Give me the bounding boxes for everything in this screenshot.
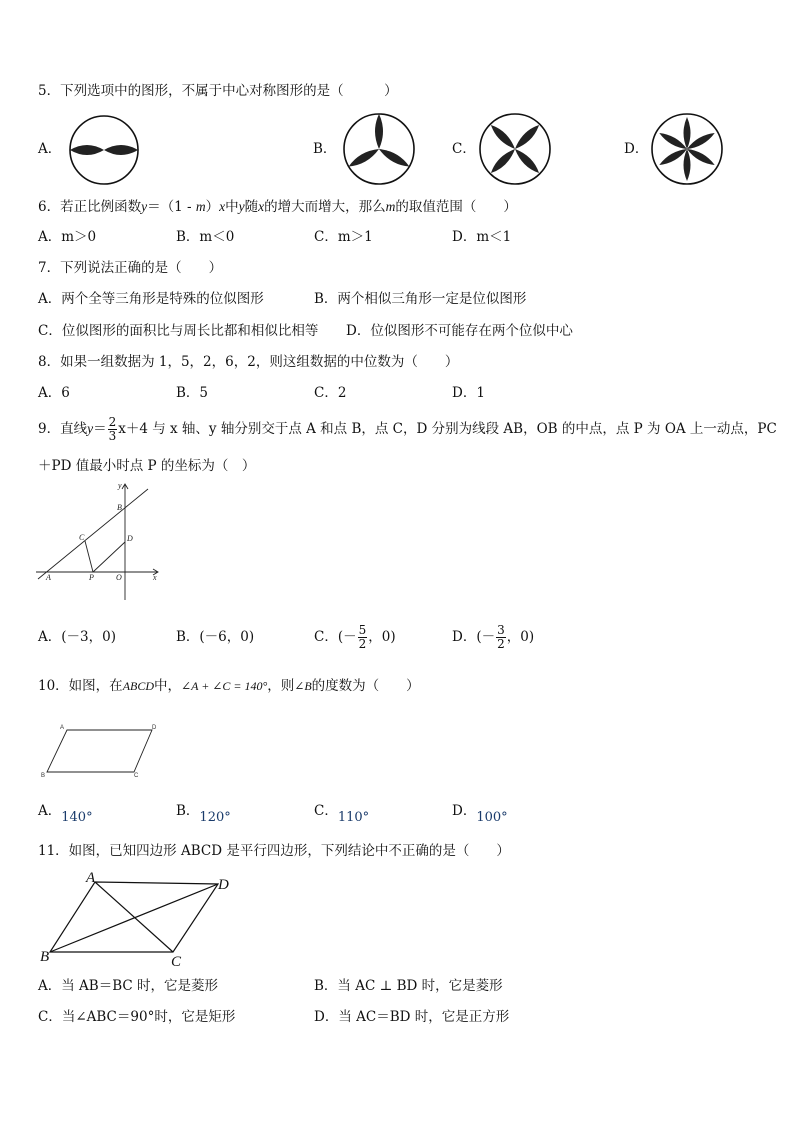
six-petal-circle-figure <box>650 112 724 186</box>
q6-var-y: y <box>141 199 148 214</box>
q7-option-d: D．位似图形不可能存在两个位似中心 <box>346 323 573 339</box>
q9-opt-c-num: 5 <box>358 623 367 638</box>
q5-option-b-label: B． <box>313 141 337 157</box>
q9-frac-den: 3 <box>108 429 117 443</box>
q10-option-c <box>314 803 370 825</box>
q11-stem: 11．如图，已知四边形 ABCD 是平行四边形，下列结论中不正确的是（ ） <box>38 843 510 859</box>
q9-opt-d-pre: D．(－ <box>452 629 496 645</box>
q5-stem: 5．下列选项中的图形，不属于中心对称图形的是（ ） <box>38 83 398 99</box>
q6-option-b: B．m＜0 <box>176 229 235 245</box>
q6-option-c: C．m＞1 <box>314 229 373 245</box>
q7-option-a: A．两个全等三角形是特殊的位似图形 <box>38 291 264 307</box>
q6-eq: ＝（1 - <box>147 199 196 215</box>
q9-label-o: O <box>116 573 122 582</box>
q9-label-a: A <box>46 573 51 582</box>
q5-option-a-label: A． <box>38 141 62 157</box>
q10-label-c: C <box>134 773 139 779</box>
q10-opt-c-value: 110° <box>337 810 370 825</box>
q9-option-c <box>314 619 396 655</box>
q8-option-d: D．1 <box>452 385 485 401</box>
q9-stem-line1 <box>38 414 777 444</box>
q9-pre: 9．直线 <box>38 421 88 437</box>
q6-mid: 中 <box>225 199 239 215</box>
q10-opt-b-value: 120° <box>199 810 231 825</box>
q6-stem-pre: 6．若正比例函数 <box>38 199 142 215</box>
q10-opt-c-letter: C． <box>314 803 338 819</box>
q10-label-b: B <box>41 773 46 779</box>
q9-option-b: B．(－6，0) <box>176 629 255 645</box>
q6-var-x: x <box>219 199 226 214</box>
four-petal-circle-figure <box>478 112 552 186</box>
q6-paren: ） <box>205 199 220 215</box>
q5-option-d-label: D． <box>624 141 649 157</box>
q9-option-d <box>452 619 534 655</box>
q9-coordinate-figure <box>36 480 166 604</box>
q9-opt-d-den: 2 <box>497 637 505 651</box>
q10-mid: 中， <box>154 678 182 694</box>
q5-option-c-label: C． <box>452 141 476 157</box>
q9-frac-num: 2 <box>108 415 117 430</box>
q11-label-d: D <box>218 877 229 893</box>
q11-option-c: C．当∠ABC＝90°时，它是矩形 <box>38 1009 236 1025</box>
q9-label-y: y <box>118 481 122 490</box>
q10-option-a <box>38 803 93 825</box>
q6-tail: 的取值范围（ ） <box>395 199 517 215</box>
q9-opt-c-pre: C．(－ <box>314 629 357 645</box>
q10-opt-d-letter: D． <box>452 803 477 819</box>
q6-var-y2: y <box>238 199 245 214</box>
q10-pre: 10．如图，在 <box>38 678 123 694</box>
q9-opt-d-frac <box>496 624 506 650</box>
q9-opt-c-den: 2 <box>358 637 367 651</box>
q9-post: x＋4 与 x 轴、y 轴分别交于点 A 和点 B，点 C，D 分别为线段 AB，OB 的中点，点 P 为 OA 上一动点，PC <box>118 421 777 437</box>
two-petal-circle-figure <box>68 114 140 186</box>
q6-stem <box>38 200 517 215</box>
q10-angle-b: ∠B <box>294 679 312 693</box>
q10-abcd: ABCD <box>122 679 155 693</box>
q6-option-a: A．m＞0 <box>38 229 97 245</box>
q9-label-x: x <box>153 573 157 582</box>
q10-tail-pre: ，则 <box>267 678 295 694</box>
q10-label-d: D <box>152 725 157 731</box>
q11-parallelogram-figure <box>38 868 238 968</box>
q11-option-a: A．当 AB＝BC 时，它是菱形 <box>38 978 219 994</box>
q9-label-c: C <box>79 533 85 542</box>
q9-opt-d-post: ，0) <box>506 629 535 645</box>
q6-var-m: m <box>195 199 206 214</box>
q10-parallelogram-figure <box>38 722 168 778</box>
q9-fraction <box>108 416 118 442</box>
q10-option-d <box>452 803 508 825</box>
q6-var-m2: m <box>385 199 396 214</box>
q9-label-d: D <box>127 534 133 543</box>
q10-opt-b-letter: B． <box>176 803 200 819</box>
q10-tail: 的度数为（ ） <box>311 678 420 694</box>
q10-angles: ∠A + ∠C = 140° <box>181 679 268 693</box>
q9-opt-c-post: ，0) <box>368 629 396 645</box>
q10-option-b <box>176 803 231 825</box>
q10-opt-d-value: 100° <box>476 810 508 825</box>
three-petal-circle-figure <box>342 112 416 186</box>
q6-mid2: 随 <box>244 199 259 215</box>
q10-opt-a-letter: A． <box>38 803 62 819</box>
q9-var-y: y <box>87 421 94 436</box>
q6-var-x2: x <box>258 199 265 214</box>
q10-opt-a-value: 140° <box>61 810 93 825</box>
q11-option-d: D．当 AC＝BD 时，它是正方形 <box>314 1009 510 1025</box>
q11-label-c: C <box>171 954 182 970</box>
q6-option-d: D．m＜1 <box>452 229 512 245</box>
q8-option-c: C．2 <box>314 385 347 401</box>
q9-eq: ＝ <box>93 421 107 437</box>
q7-option-b: B．两个相似三角形一定是位似图形 <box>314 291 527 307</box>
q9-opt-d-num: 3 <box>497 623 505 638</box>
q9-stem-line2: ＋PD 值最小时点 P 的坐标为（ ） <box>38 458 256 474</box>
q8-option-b: B．5 <box>176 385 209 401</box>
q8-option-a: A．6 <box>38 385 70 401</box>
q9-label-b: B <box>117 503 122 512</box>
q9-label-p: P <box>89 573 94 582</box>
q10-label-a: A <box>60 725 65 731</box>
q9-option-a: A．(－3，0) <box>38 629 116 645</box>
q11-option-b: B．当 AC ⊥ BD 时，它是菱形 <box>314 978 503 994</box>
q6-mid3: 的增大而增大，那么 <box>264 199 386 215</box>
q7-stem: 7．下列说法正确的是（ ） <box>38 260 223 276</box>
q10-stem <box>38 680 420 694</box>
q9-opt-c-frac <box>358 624 368 650</box>
q7-option-c: C．位似图形的面积比与周长比都和相似比相等 <box>38 323 319 339</box>
q11-label-b: B <box>40 949 50 965</box>
q8-stem: 8．如果一组数据为 1，5，2，6，2，则这组数据的中位数为（ ） <box>38 354 459 370</box>
q11-label-a: A <box>86 870 96 886</box>
